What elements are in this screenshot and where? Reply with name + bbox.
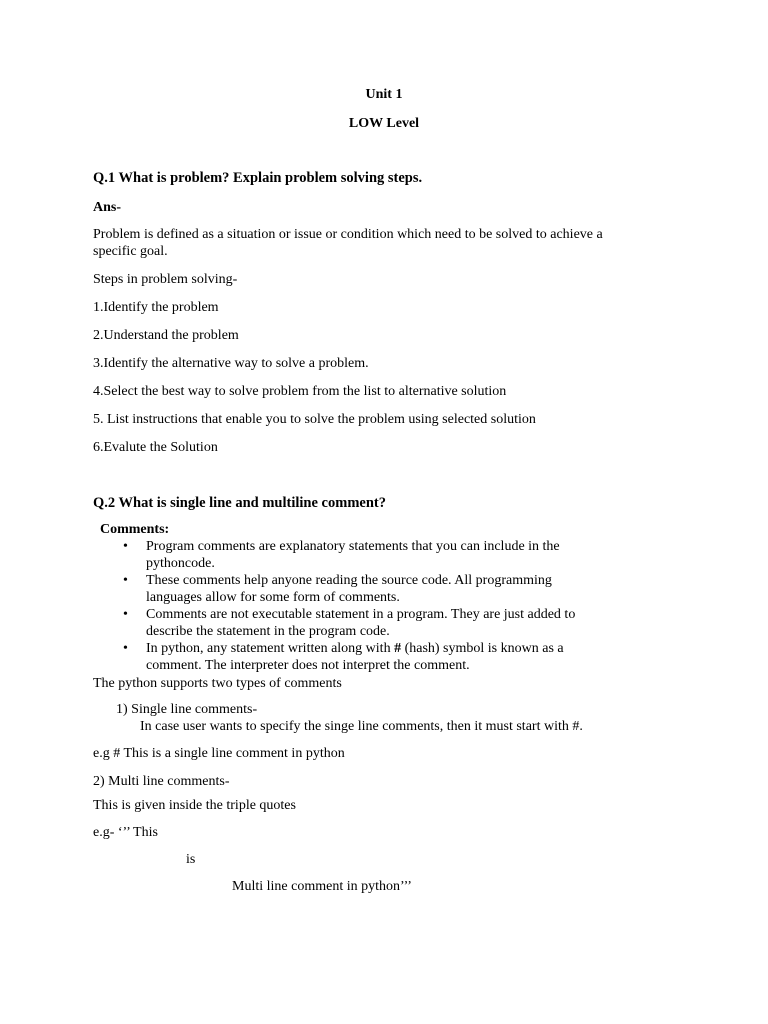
q1-question: Q.1 What is problem? Explain problem solving steps. bbox=[93, 170, 423, 186]
bullet-line: describe the statement in the program code. bbox=[146, 624, 390, 639]
q1-step-4: 4.Select the best way to solve problem from the list to alternative solution bbox=[93, 384, 507, 399]
comments-heading: Comments: bbox=[100, 522, 170, 537]
q1-definition-line1: Problem is defined as a situation or issue or condition which need to be solved to achieve a bbox=[93, 227, 603, 242]
bullet-line bbox=[146, 640, 693, 657]
bullet-line: pythoncode. bbox=[146, 556, 215, 571]
bullet-text-pre: In python, any statement written along with bbox=[146, 641, 395, 656]
hash-symbol: # bbox=[394, 641, 402, 656]
q1-step-2: 2.Understand the problem bbox=[93, 328, 239, 343]
single-line-desc: In case user wants to specify the singe line comments, then it must start with #. bbox=[140, 719, 583, 734]
multi-line-example-3: Multi line comment in python’’’ bbox=[232, 879, 412, 894]
q1-step-6: 6.Evalute the Solution bbox=[93, 440, 218, 455]
multi-line-example-1: e.g- ‘’’ This bbox=[93, 825, 158, 840]
bullet-icon: • bbox=[123, 641, 128, 656]
level-title: LOW Level bbox=[348, 116, 420, 131]
bullet-line: These comments help anyone reading the source code. All programming bbox=[146, 573, 552, 588]
bullet-text-post: (hash) symbol is known as a bbox=[401, 641, 564, 656]
q1-ans-label: Ans- bbox=[93, 200, 122, 215]
single-line-example: e.g # This is a single line comment in python bbox=[93, 746, 345, 761]
bullet-icon: • bbox=[123, 539, 128, 554]
bullet-line: languages allow for some form of comments. bbox=[146, 590, 400, 605]
multi-line-example-2: is bbox=[186, 852, 196, 867]
single-line-title: 1) Single line comments- bbox=[116, 702, 258, 717]
q1-step-1: 1.Identify the problem bbox=[93, 300, 219, 315]
bullet-item bbox=[93, 572, 693, 606]
q1-steps-intro: Steps in problem solving- bbox=[93, 272, 238, 287]
bullet-icon: • bbox=[123, 607, 128, 622]
q1-step-3: 3.Identify the alternative way to solve a problem. bbox=[93, 356, 369, 371]
multi-line-desc: This is given inside the triple quotes bbox=[93, 798, 296, 813]
bullet-item bbox=[93, 640, 693, 674]
unit-title: Unit 1 bbox=[365, 87, 403, 102]
bullet-line: comment. The interpreter does not interpret the comment. bbox=[146, 658, 470, 673]
q1-step-5: 5. List instructions that enable you to solve the problem using selected solution bbox=[93, 412, 536, 427]
bullet-icon: • bbox=[123, 573, 128, 588]
q1-definition-line2: specific goal. bbox=[93, 244, 168, 259]
bullet-line: Comments are not executable statement in a program. They are just added to bbox=[146, 607, 576, 622]
q2-question: Q.2 What is single line and multiline comment? bbox=[93, 495, 386, 511]
types-intro: The python supports two types of comments bbox=[93, 676, 342, 691]
comments-bullet-list bbox=[93, 538, 693, 674]
bullet-item bbox=[93, 538, 693, 572]
bullet-item bbox=[93, 606, 693, 640]
bullet-line: Program comments are explanatory statements that you can include in the bbox=[146, 539, 560, 554]
multi-line-title: 2) Multi line comments- bbox=[93, 774, 230, 789]
